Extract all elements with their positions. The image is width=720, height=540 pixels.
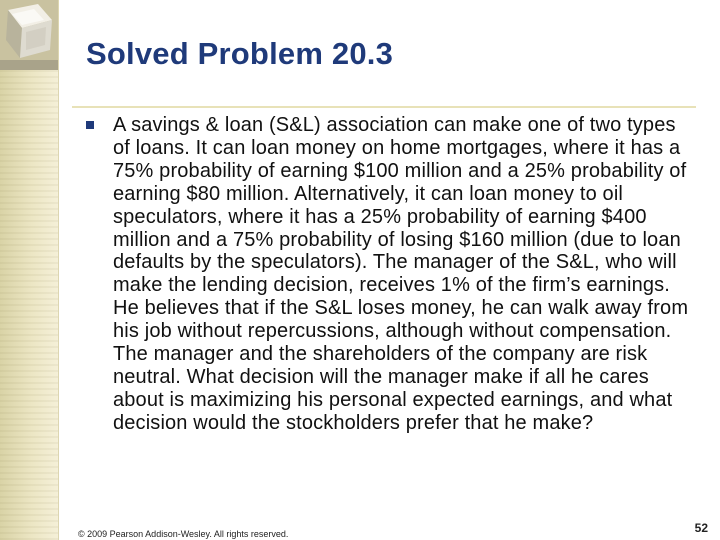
title-divider bbox=[72, 106, 696, 108]
copyright-footer: © 2009 Pearson Addison-Wesley. All rights reserved. bbox=[78, 529, 289, 539]
square-bullet-icon bbox=[86, 121, 94, 129]
left-decorative-strip bbox=[0, 0, 59, 540]
glass-cube-image bbox=[0, 0, 58, 70]
bullet-text: A savings & loan (S&L) association can make one of two types of loans. It can loan money on home mortgages, where it has a 75% probability of earning $100 million and a 25% probability of earning $80 million. Alternatively, it can loan money to oil speculators, where it has a 25% probability of earning $400 million and a 75% probability of losing $160 million (due to loan defaults by the speculators). The manager of the S&L, who will make the lending decision, receives 1% of the firm’s earnings. He believes that if the S&L loses money, he can walk away from his job without repercussions, although without compensation. The manager and the shareholders of the company are risk neutral. What decision will the manager make if all he cares about is maximizing his personal expected earnings, and what decision would the stockholders prefer that he make? bbox=[113, 114, 689, 434]
slide-title: Solved Problem 20.3 bbox=[86, 36, 394, 71]
slide-number: 52 bbox=[694, 521, 708, 535]
strip-texture bbox=[0, 0, 58, 540]
